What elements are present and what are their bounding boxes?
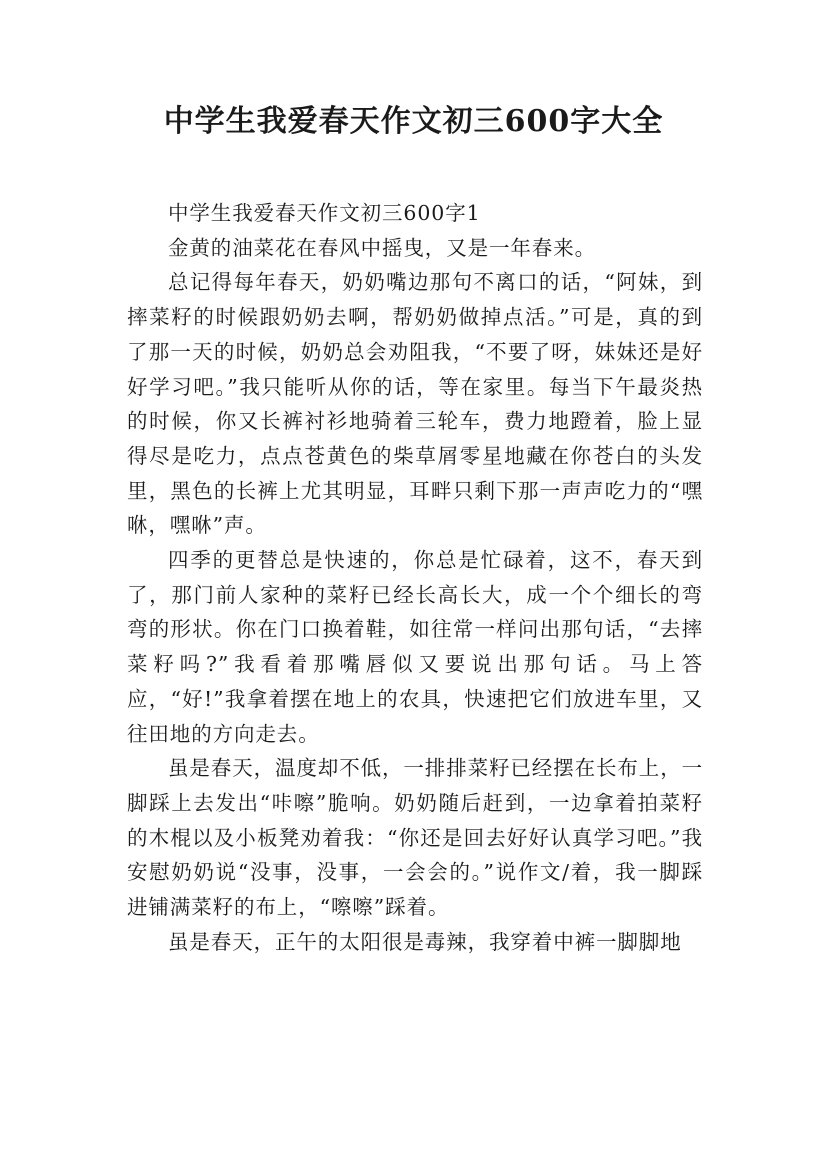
document-title: 中学生我爱春天作文初三600字大全 bbox=[163, 104, 664, 139]
paragraph-1: 金黄的油菜花在春风中摇曳，又是一年春来。 bbox=[168, 235, 596, 260]
paragraph-5: 虽是春天，正午的太阳很是毒辣，我穿着中裤一脚脚地 bbox=[168, 929, 682, 954]
paragraph-4: 虽是春天，温度却不低，一排排菜籽已经摆在长布上，一脚踩上去发出“咔嚓”脆响。奶奶随后赶到，一边拿着拍菜籽的木棍以及小板凳劝着我：“你还是回去好好认真学习吧。”我安慰奶奶说“没事，没事，一会会的。”说作文/着，我一脚踩进铺满菜籽的布上，“嚓嚓”踩着。 bbox=[127, 756, 703, 920]
section-heading: 中学生我爱春天作文初三600字1 bbox=[168, 201, 481, 225]
paragraph-2: 总记得每年春天，奶奶嘴边那句不离口的话，“阿妹，到摔菜籽的时候跟奶奶去啊，帮奶奶做掉点活。”可是，真的到了那一天的时候，奶奶总会劝阻我，“不要了呀，妹妹还是好好学习吧。”我只能听从你的话，等在家里。每当下午最炎热的时候，你又长裤衬衫地骑着三轮车，费力地蹬着，脸上显得尽是吃力，点点苍黄色的柴草屑零星地藏在你苍白的头发里，黑色的长裤上尤其明显，耳畔只剩下那一声声吃力的“嘿咻，嘿咻”声。 bbox=[127, 270, 703, 538]
paragraph-3: 四季的更替总是快速的，你总是忙碌着，这不，春天到了，那门前人家种的菜籽已经长高长大，成一个个细长的弯弯的形状。你在门口换着鞋，如往常一样问出那句话，“去摔菜籽吗?”我看着那嘴唇似又要说出那句话。马上答应，“好!”我拿着摆在地上的农具，快速把它们放进车里，又往田地的方向走去。 bbox=[127, 548, 703, 746]
document-body bbox=[127, 196, 703, 959]
